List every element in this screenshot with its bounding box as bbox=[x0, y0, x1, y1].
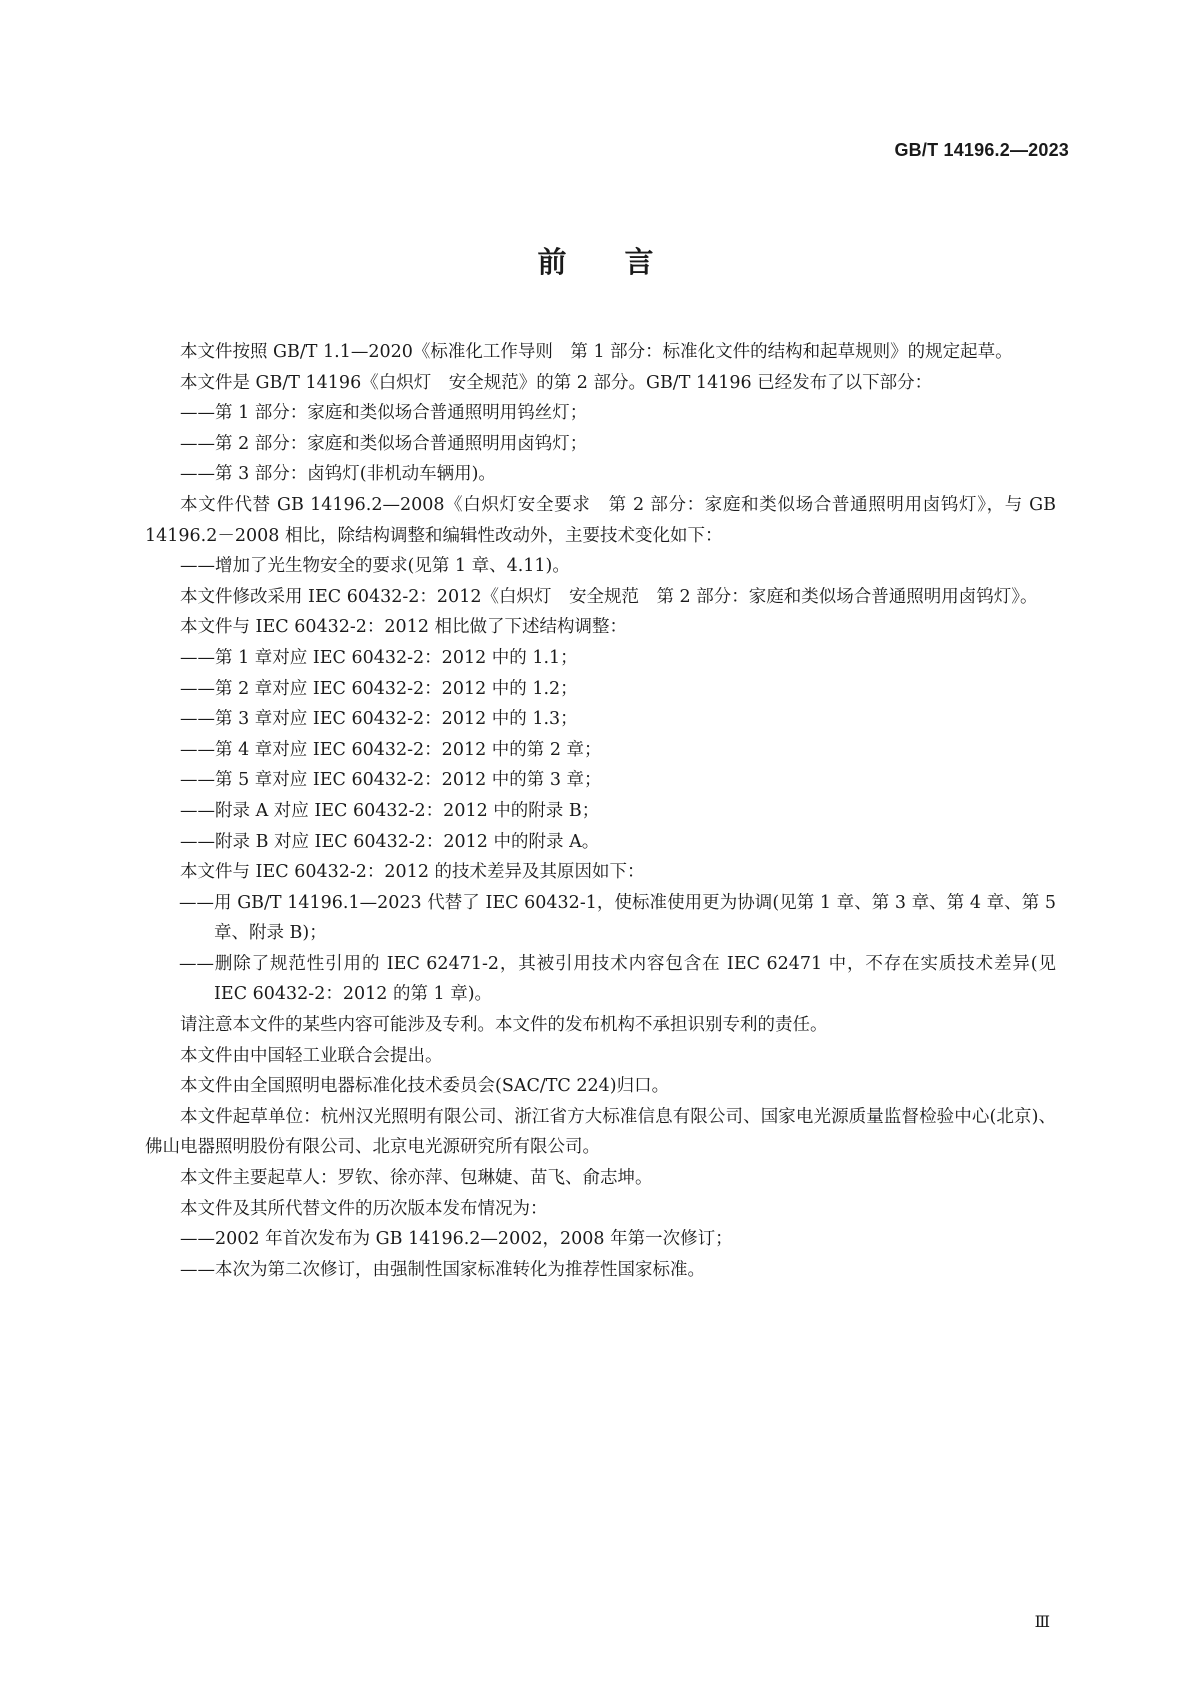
list-item: ——第 2 部分：家庭和类似场合普通照明用卤钨灯； bbox=[180, 433, 588, 454]
list-item: ——第 1 章对应 IEC 60432-2：2012 中的 1.1； bbox=[180, 647, 578, 668]
list-item: ——本次为第二次修订，由强制性国家标准转化为推荐性国家标准。 bbox=[180, 1259, 705, 1280]
list-item: ——删除了规范性引用的 IEC 62471-2，其被引用技术内容包含在 IEC 62471 中，不存在实质技术差异(见 IEC 60432-2：2012 的第 1 章)。 bbox=[179, 953, 1056, 1005]
page-number: Ⅲ bbox=[1034, 1612, 1049, 1631]
paragraph: 本文件由全国照明电器标准化技术委员会(SAC/TC 224)归口。 bbox=[180, 1076, 670, 1097]
list-item: ——2002 年首次发布为 GB 14196.2—2002，2008 年第一次修订； bbox=[180, 1229, 733, 1250]
paragraph: 本文件由中国轻工业联合会提出。 bbox=[180, 1045, 443, 1066]
paragraph: 本文件是 GB/T 14196《白炽灯 安全规范》的第 2 部分。GB/T 14196 已经发布了以下部分： bbox=[180, 372, 933, 393]
list-item: ——第 1 部分：家庭和类似场合普通照明用钨丝灯； bbox=[180, 403, 588, 424]
foreword-body bbox=[145, 337, 1056, 1285]
paragraph: 本文件按照 GB/T 1.1—2020《标准化工作导则 第 1 部分：标准化文件的结构和起草规则》的规定起草。 bbox=[180, 342, 1013, 362]
page-title: 前言 bbox=[537, 245, 712, 279]
list-item: ——附录 A 对应 IEC 60432-2：2012 中的附录 B； bbox=[180, 800, 600, 821]
list-item: ——用 GB/T 14196.1—2023 代替了 IEC 60432-1，使标准使用更为协调(见第 1 章、第 3 章、第 4 章、第 5 章、附录 B)； bbox=[179, 892, 1056, 944]
list-item: ——第 3 章对应 IEC 60432-2：2012 中的 1.3； bbox=[180, 709, 578, 730]
paragraph: 本文件主要起草人：罗钦、徐亦萍、包琳婕、苗飞、俞志坤。 bbox=[180, 1168, 653, 1189]
paragraph: 本文件与 IEC 60432-2：2012 相比做了下述结构调整： bbox=[180, 617, 628, 638]
standard-code: GB/T 14196.2—2023 bbox=[894, 140, 1069, 160]
paragraph: 本文件修改采用 IEC 60432-2：2012《白炽灯 安全规范 第 2 部分：家庭和类似场合普通照明用卤钨灯》。 bbox=[180, 586, 1038, 607]
paragraph: 请注意本文件的某些内容可能涉及专利。本文件的发布机构不承担识别专利的责任。 bbox=[180, 1015, 828, 1036]
paragraph: 本文件代替 GB 14196.2—2008《白炽灯安全要求 第 2 部分：家庭和类似场合普通照明用卤钨灯》，与 GB 14196.2－2008 相比，除结构调整和编辑性改动外，主要技术变化如下： bbox=[145, 494, 1056, 546]
paragraph: 本文件起草单位：杭州汉光照明有限公司、浙江省方大标准信息有限公司、国家电光源质量监督检验中心(北京)、佛山电器照明股份有限公司、北京电光源研究所有限公司。 bbox=[145, 1106, 1056, 1158]
list-item: ——第 5 章对应 IEC 60432-2：2012 中的第 3 章； bbox=[180, 770, 602, 791]
list-item: ——附录 B 对应 IEC 60432-2：2012 中的附录 A。 bbox=[180, 831, 600, 852]
list-item: ——增加了光生物安全的要求(见第 1 章、4.11)。 bbox=[180, 556, 570, 577]
list-item: ——第 3 部分：卤钨灯(非机动车辆用)。 bbox=[180, 464, 496, 485]
list-item: ——第 4 章对应 IEC 60432-2：2012 中的第 2 章； bbox=[180, 739, 602, 760]
paragraph: 本文件及其所代替文件的历次版本发布情况为： bbox=[180, 1198, 548, 1219]
list-item: ——第 2 章对应 IEC 60432-2：2012 中的 1.2； bbox=[180, 678, 578, 699]
paragraph: 本文件与 IEC 60432-2：2012 的技术差异及其原因如下： bbox=[180, 862, 645, 883]
